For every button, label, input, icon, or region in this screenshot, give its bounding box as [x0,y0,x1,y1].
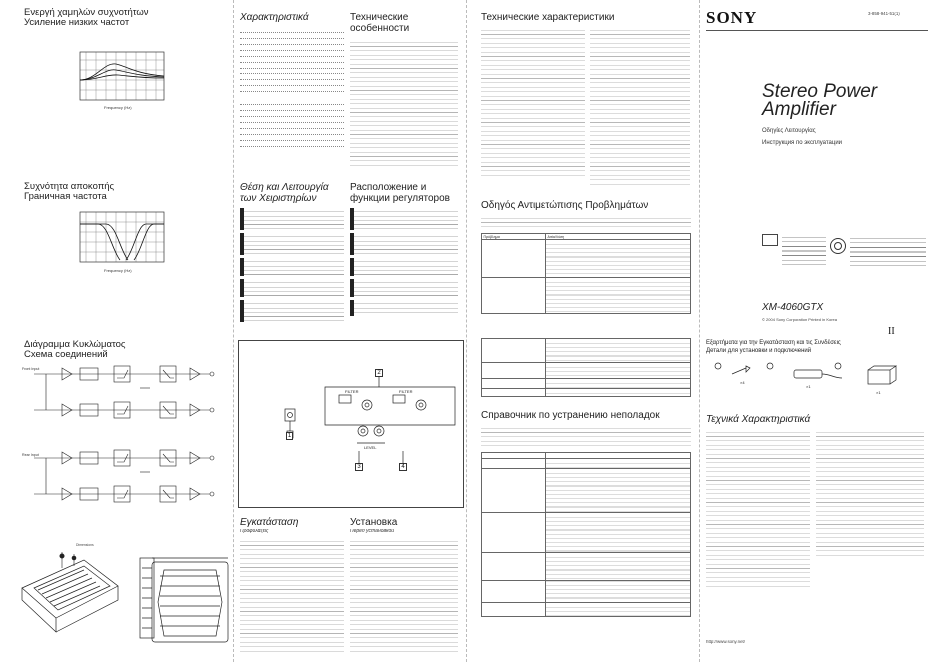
freq-title-ru: Граничная частота [24,191,107,202]
callout-3: 3 [355,463,363,471]
part-number: 3-858-941-51(1) [868,12,900,16]
lpf-title-gr: Ενεργή χαμηλών συχνοτήτων [24,7,149,18]
callout-4: 4 [399,463,407,471]
cert-box [762,234,778,246]
install-body-ru [350,537,458,655]
filter-label-b: FILTER [399,389,413,394]
part1-label: ×4 [740,380,745,385]
cutoff-graph [76,210,168,276]
fold-line [699,0,700,662]
diagram-input-front: Front Input [22,367,40,371]
controls-title-ru-line2: функции регуляторов [350,193,450,204]
model-number: XM-4060GTX [762,302,824,313]
cutoff-graph-xlabel: Frequency (Hz) [104,268,132,273]
part3-label: ×1 [876,390,881,395]
diagram-title-gr: Διάγραμμα Κυκλώματος [24,339,126,350]
install-sub-ru: Перед установкой [350,529,395,534]
diagram-title-ru: Схема соединений [24,349,108,360]
install-title-ru: Установка [350,517,398,528]
page-marker: II [888,326,895,337]
cert-text-right [850,234,926,270]
dimensions-caption: Dimensions [76,543,94,547]
install-body-gr [240,537,344,655]
spec-body-ru-right [590,26,690,186]
parts-drawing [706,358,928,398]
amplifier-top-view [150,556,230,646]
troubleshoot-title-ru: Справочник по устранению неполадок [481,410,660,421]
website: http://www.sony.net/ [706,640,745,644]
diagram-input-rear: Rear Input [22,453,39,457]
controls-title-ru-line1: Расположение и [350,182,427,193]
callout-2: 2 [375,369,383,377]
spec-body-gr-right [816,428,924,558]
level-label: LEVEL [364,445,377,450]
controls-title-gr-line2: των Χειριστηρίων [240,193,317,204]
fold-line [233,0,234,662]
spec-body-gr-left [706,428,810,588]
troubleshoot-table-gr [481,233,691,314]
troubleshoot-intro-ru [481,424,691,448]
spec-title-ru: Технические характеристики [481,12,615,23]
troubleshoot-table-gr-cont [481,338,691,397]
product-title-line2: Amplifier [762,99,836,120]
controls-panel-diagram [238,340,464,508]
troubleshoot-intro-gr [481,214,691,230]
spec-body-ru-left [481,26,585,176]
controls-body-gr [240,208,344,328]
lpf-title-ru: Усиление низких частот [24,17,130,28]
fold-line [466,0,467,662]
copyright: © 2004 Sony Corporation Printed in Korea [762,318,837,322]
parts-title-gr: Εξαρτήματα για την Εγκατάσταση και τις Συνδέσεις [706,340,841,346]
controls-title-gr-line1: Θέση και Λειτουργία [240,182,329,193]
features-body-ru [350,38,458,168]
manual-russian: Инструкция по эксплуатации [762,140,843,146]
filter-label-a: FILTER [345,389,359,394]
block-diagram [20,358,232,508]
features-title-gr: Χαρακτηριστικά [240,12,309,23]
table-head-problem: Πρόβλημα [482,234,546,240]
sony-logo: SONY [706,8,758,27]
callout-1: 1 [287,433,292,439]
features-title-ru-line1: Технические [350,12,409,23]
features-title-ru-line2: особенности [350,23,410,34]
parts-title-ru: Детали для установки и подключений [706,348,812,354]
install-title-gr: Εγκατάσταση [240,517,299,528]
table-head-cause: Αιτία/Λύση [546,234,691,240]
lpf-graph [76,50,166,112]
amplifier-perspective [14,548,124,658]
header-rule [706,30,928,31]
part2-label: ×1 [806,384,811,389]
product-title-line1: Stereo Power [762,81,878,102]
spec-title-gr: Τεχνικά Χαρακτηριστικά [706,414,811,425]
cert-text-left [782,233,826,267]
cert-mark-icon [830,238,846,254]
lpf-graph-xlabel: Frequency (Hz) [104,105,132,110]
controls-body-ru [350,208,458,318]
freq-title-gr: Συχνότητα αποκοπής [24,181,115,192]
troubleshoot-title-gr: Οδηγός Αντιμετώπισης Προβλημάτων [481,200,649,211]
manual-greek: Οδηγίες Λειτουργίας [762,128,816,134]
features-body-gr [240,28,344,178]
troubleshoot-table-ru [481,452,691,617]
install-sub-gr: Προφυλάξεις [240,529,269,534]
